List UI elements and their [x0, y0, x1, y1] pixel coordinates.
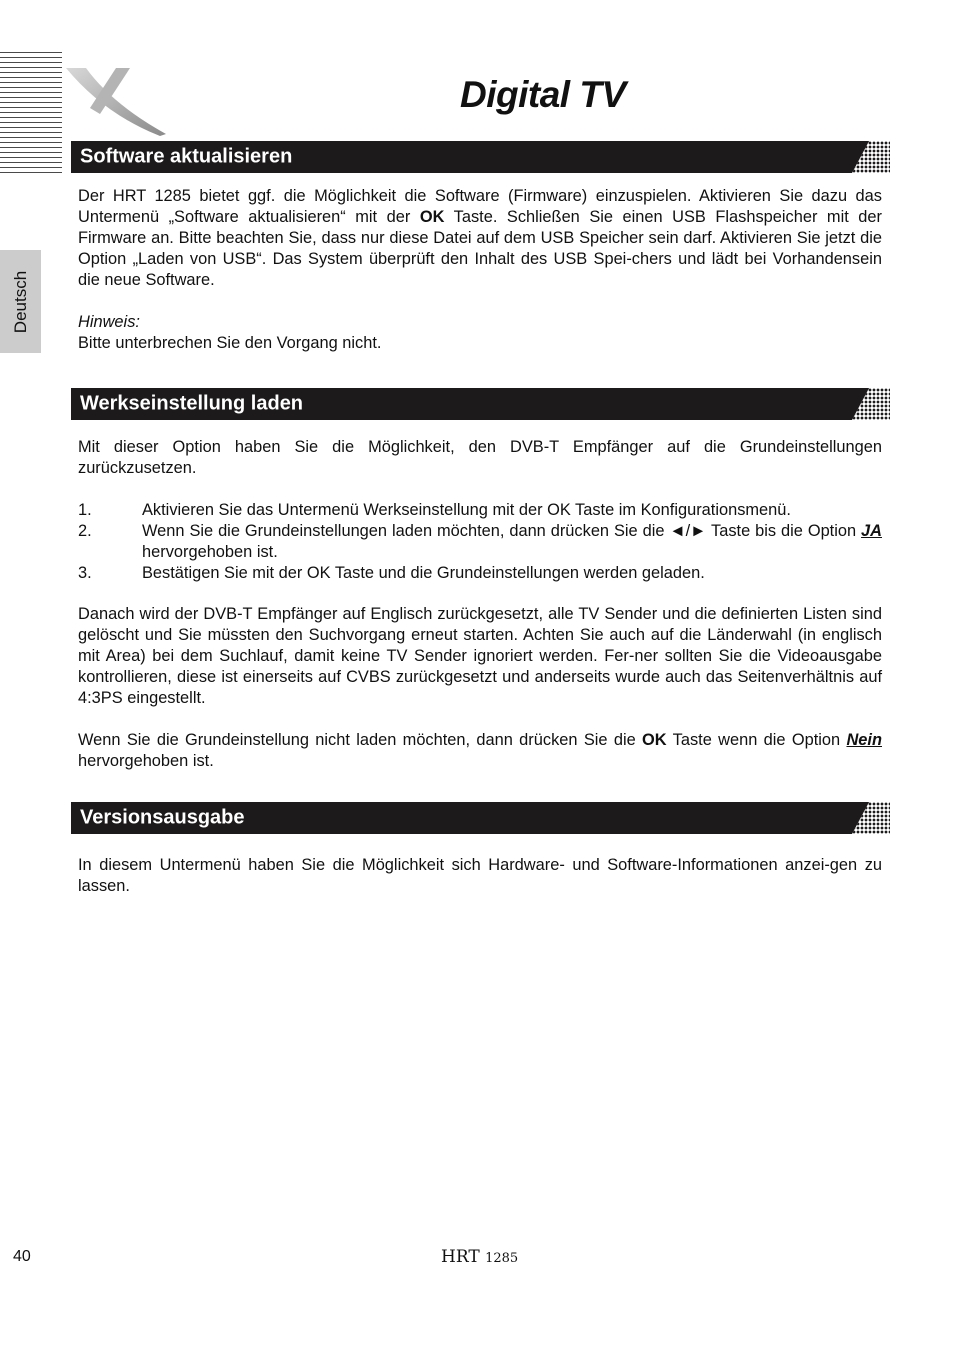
list-item	[78, 500, 882, 521]
language-tab	[0, 250, 41, 353]
text-run: hervorgehoben ist.	[142, 543, 278, 561]
text-run: hervorgehoben ist.	[78, 752, 214, 770]
step-number: 1.	[78, 501, 92, 519]
list-item	[78, 521, 882, 563]
list-item	[78, 563, 882, 584]
text-run: Der HRT 1285 bietet ggf. die Möglichkeit die Software (Firmware) einzuspielen. Aktivieren Sie dazu das Untermenü „Software aktualisieren“ mit der	[78, 187, 882, 226]
section-header-factory-reset	[71, 388, 890, 420]
factory-reset-intro: Mit dieser Option haben Sie die Möglichkeit, den DVB-T Empfänger auf die Grundeinstellungen zurückzusetzen.	[78, 438, 882, 477]
software-update-paragraph	[78, 186, 882, 291]
section-header-version-info	[71, 802, 890, 834]
footer-model	[441, 1247, 518, 1267]
page-number: 40	[13, 1248, 31, 1265]
x-brand-logo-icon	[64, 64, 168, 138]
text-run: Taste wenn die Option	[666, 731, 847, 749]
section-title: Versionsausgabe	[80, 806, 245, 829]
step-text: Bestätigen Sie mit der OK Taste und die Grundeinstellungen werden geladen.	[142, 564, 705, 582]
section-title: Software aktualisieren	[80, 145, 293, 168]
ok-key-label: OK	[419, 208, 445, 226]
dot-pattern-decoration	[852, 388, 890, 420]
factory-reset-details: Danach wird der DVB-T Empfänger auf Englisch zurückgesetzt, alle TV Sender und die definierten Listen sind gelöscht und Sie müssten den Suchvorgang erneut starten. Achten Sie auch auf die Länderwahl (in englisch mit Area) bei dem Suchlauf, damit keine TV Sender ignoriert werden. Fer-ner sollten Sie die Videoausgabe kontrollieren, diese ist einerseits auf CVBS zurückgesetzt und anderseits wurde auch das Seitenverhältnis auf 4:3PS eingestellt.	[78, 605, 882, 707]
language-tab-label: Deutsch	[10, 270, 30, 333]
option-nein-label: Nein	[846, 731, 882, 749]
version-info-paragraph: In diesem Untermenü haben Sie die Möglichkeit sich Hardware- und Software-Informationen anzei-gen zu lassen.	[78, 856, 882, 895]
note-label: Hinweis:	[78, 313, 140, 331]
page-title: Digital TV	[460, 74, 626, 115]
step-text	[142, 521, 882, 563]
model-name: HRT	[441, 1247, 480, 1267]
note-text: Bitte unterbrechen Sie den Vorgang nicht.	[78, 334, 382, 352]
step-text: Aktivieren Sie das Untermenü Werkseinstellung mit der OK Taste im Konfigurationsmenü.	[142, 501, 791, 519]
section-header-software-update	[71, 141, 890, 173]
factory-reset-steps	[78, 500, 882, 584]
dot-pattern-decoration	[852, 141, 890, 173]
dot-pattern-decoration	[852, 802, 890, 834]
note-block	[78, 312, 882, 354]
ok-key-label: OK	[642, 731, 667, 749]
factory-reset-cancel-note	[78, 730, 882, 772]
model-number: 1285	[485, 1251, 519, 1266]
step-number: 2.	[78, 522, 92, 540]
section-title: Werkseinstellung laden	[80, 392, 304, 415]
text-run: Taste. Schließen Sie einen USB Flashspeicher mit der Firmware an. Bitte beachten Sie, dass nur diese Datei auf dem USB Speicher sein darf. Aktivieren Sie jetzt die Option „Laden von USB“. Das System überprüft den Inhalt des USB Spei-chers und lädt bei Vorhandensein die neue Software.	[78, 208, 882, 289]
text-run: Wenn Sie die Grundeinstellungen laden möchten, dann drücken Sie die ◄/► Taste bis die Option	[142, 522, 862, 540]
option-ja-label: JA	[861, 522, 882, 540]
step-number: 3.	[78, 564, 92, 582]
text-run: Wenn Sie die Grundeinstellung nicht laden möchten, dann drücken Sie die	[78, 731, 643, 749]
decorative-hatch-lines	[0, 52, 62, 176]
